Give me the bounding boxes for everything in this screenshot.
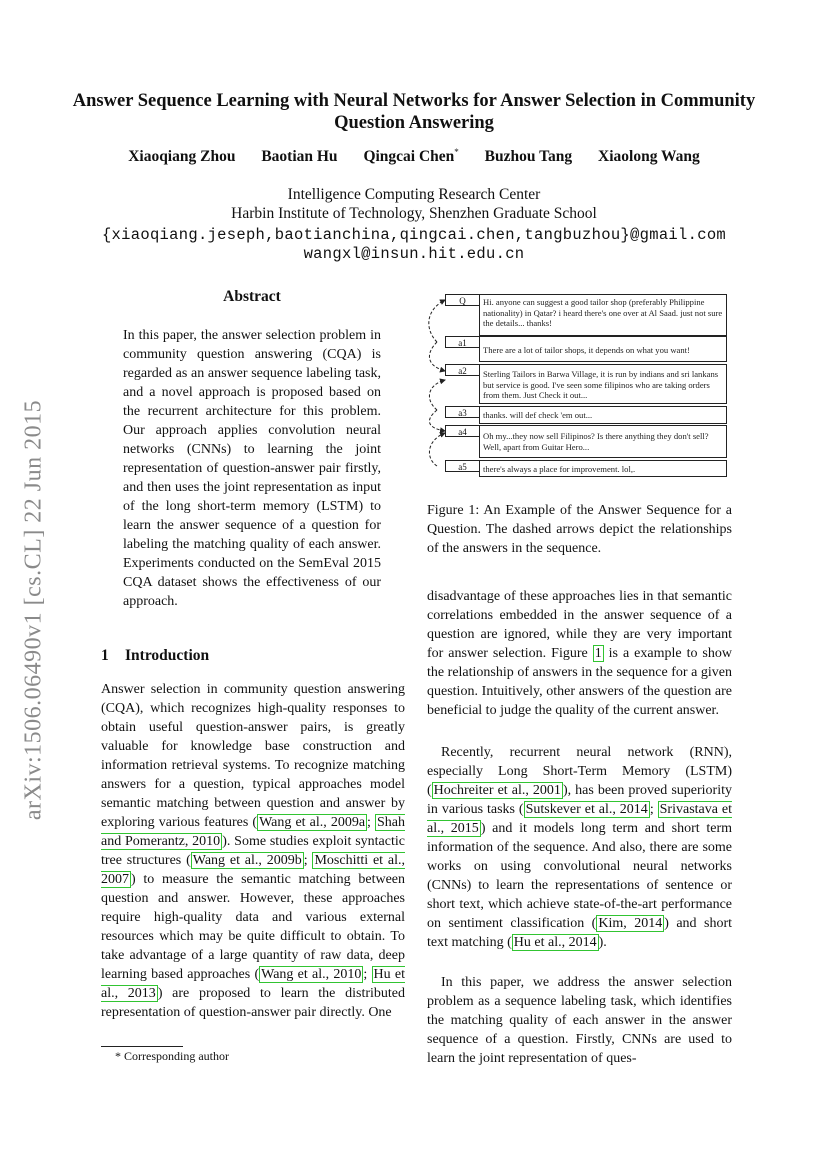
citation-link[interactable]: Hochreiter et al., 2001: [433, 783, 561, 798]
figure-ref-link[interactable]: 1: [594, 646, 602, 661]
label-a3: a3: [445, 406, 479, 418]
answer-box-a1: There are a lot of tailor shops, it depends on what you want!: [479, 336, 727, 362]
answer-box-a5: there's always a place for improvement. lol,.: [479, 460, 727, 477]
question-box: Hi. anyone can suggest a good tailor shop (preferably Philippine nationality) in Qatar? i heard there's one over at Al Saad. just not sure the details... thanks!: [479, 294, 727, 336]
citation-link[interactable]: Hu et al., 2014: [513, 935, 597, 950]
corresponding-mark: *: [454, 147, 459, 157]
right-paragraph-1: disadvantage of these approaches lies in that semantic correlations embedded in the answer sequence of a question are ignored, while they are very important for answer selection. Figure 1 is a example to show the relationship of answers in the sequence for a given question. Intuitively, other answers of the question are beneficial to judge the quality of the current answer.: [427, 589, 732, 718]
affiliation-institute: Harbin Institute of Technology, Shenzhen Graduate School: [231, 205, 597, 222]
label-a1: a1: [445, 336, 479, 348]
abstract-text: In this paper, the answer selection problem in community question answering (CQA) is regarded as an answer sequence labeling task, and a novel approach is proposed based on the recurrent architecture for this problem. Our approach applies convolution neural networks (CNNs) to learning the joint representation of question-answer pair firstly, and then uses the joint representation as input of the long short-term memory (LSTM) to learn the answer sequence of a question for labeling the matching quality of each answer. Experiments conducted on the SemEval 2015 CQA dataset shows the effectiveness of our approach.: [123, 328, 381, 609]
citation-link[interactable]: Wang et al., 2009a: [259, 815, 366, 830]
author-1: Xiaoqiang Zhou: [128, 148, 236, 165]
citation-link[interactable]: Wang et al., 2009b: [192, 853, 302, 868]
citation-link[interactable]: Srivastava et al., 2015: [427, 802, 732, 836]
label-a5: a5: [445, 460, 479, 472]
author-3: Qingcai Chen*: [363, 147, 459, 165]
author-email-2: wangxl@insun.hit.edu.cn: [303, 245, 525, 263]
footnote-divider: [101, 1046, 183, 1047]
label-a4: a4: [445, 425, 479, 437]
right-paragraph-2: Recently, recurrent neural network (RNN), especially Long Short-Term Memory (LSTM) ( Hochreiter et al., 2001 ), has been proved superiority in various tasks ( Sutskever et al., 2014 ; Srivastava et al., 2015 ) and it models long term and short term information of the sequence. And also, there are some works on using convolutional neural networks (CNNs) to learn the representations of sentence or short text, which achieve state-of-the-art performance on sentiment classification ( Kim, 2014 ) and short text matching ( Hu et al., 2014 ).: [427, 745, 732, 950]
citation-link[interactable]: Shah and Pomerantz, 2010: [101, 815, 405, 849]
figure-caption: Figure 1: An Example of the Answer Sequence for a Question. The dashed arrows depict the relationships of the answers in the sequence.: [427, 503, 732, 556]
footnote: * Corresponding author: [115, 1049, 229, 1063]
label-q: Q: [445, 294, 479, 306]
section-number: 1: [101, 647, 109, 664]
paper-title: Answer Sequence Learning with Neural Networks for Answer Selection in Community Question Answering: [72, 91, 756, 133]
author-2: Baotian Hu: [261, 148, 338, 165]
arxiv-sidebar: [18, 370, 50, 850]
answer-box-a3: thanks. will def check 'em out...: [479, 406, 727, 424]
right-paragraph-3: In this paper, we address the answer selection problem as a sequence labeling task, which identifies the matching quality of each answer in the answer sequence of a question. Firstly, CNNs are used to learn the joint representation of ques-: [427, 975, 732, 1066]
affiliation-center: Intelligence Computing Research Center: [287, 186, 541, 203]
abstract-heading: Abstract: [223, 288, 281, 305]
author-4: Buzhou Tang: [484, 148, 573, 165]
section-title: Introduction: [125, 647, 210, 664]
section-heading: [101, 647, 209, 665]
arxiv-identifier: arXiv:1506.06490v1 [cs.CL] 22 Jun 2015: [20, 399, 47, 821]
label-a2: a2: [445, 364, 479, 376]
citation-link[interactable]: Wang et al., 2010: [261, 967, 362, 982]
author-emails: {xiaoqiang.jeseph,baotianchina,qingcai.chen,tangbuzhou}@gmail.com: [101, 226, 727, 244]
answer-box-a4: Oh my...they now sell Filipinos? Is there anything they don't sell? Well, apart from Guitar Hero...: [479, 425, 727, 458]
citation-link[interactable]: Sutskever et al., 2014: [525, 802, 648, 817]
answer-box-a2: Sterling Tailors in Barwa Village, it is run by indians and sri lankans but service is good. I've seen some filipinos who are taking orders from them. Just Check it out...: [479, 364, 727, 404]
intro-paragraph: Answer selection in community question answering (CQA), which recognizes high-quality responses to obtain useful question-answer pairs, is greatly valuable for knowledge base construction and information retrieval systems. To recognize matching answers for a question, typical approaches model semantic matching between question and answer by exploring various features ( Wang et al., 2009a ; Shah and Pomerantz, 2010 ). Some studies exploit syntactic tree structures ( Wang et al., 2009b ; Moschitti et al., 2007 ) to measure the semantic matching between question and answer. However, these approaches require high-quality data and various external resources which may be quite difficult to obtain. To take advantage of a large quantity of raw data, deep learning based approaches ( Wang et al., 2010 ; Hu et al., 2013 ) are proposed to learn the distributed representation of question-answer pair directly. One: [101, 682, 405, 1020]
figure-1: [415, 290, 733, 480]
dashed-arrows: [415, 290, 455, 480]
author-list: [60, 147, 768, 166]
citation-link[interactable]: Kim, 2014: [598, 916, 663, 931]
citation-link[interactable]: Moschitti et al., 2007: [101, 853, 405, 887]
citation-link[interactable]: Hu et al., 2013: [101, 967, 405, 1001]
author-5: Xiaolong Wang: [598, 148, 700, 165]
